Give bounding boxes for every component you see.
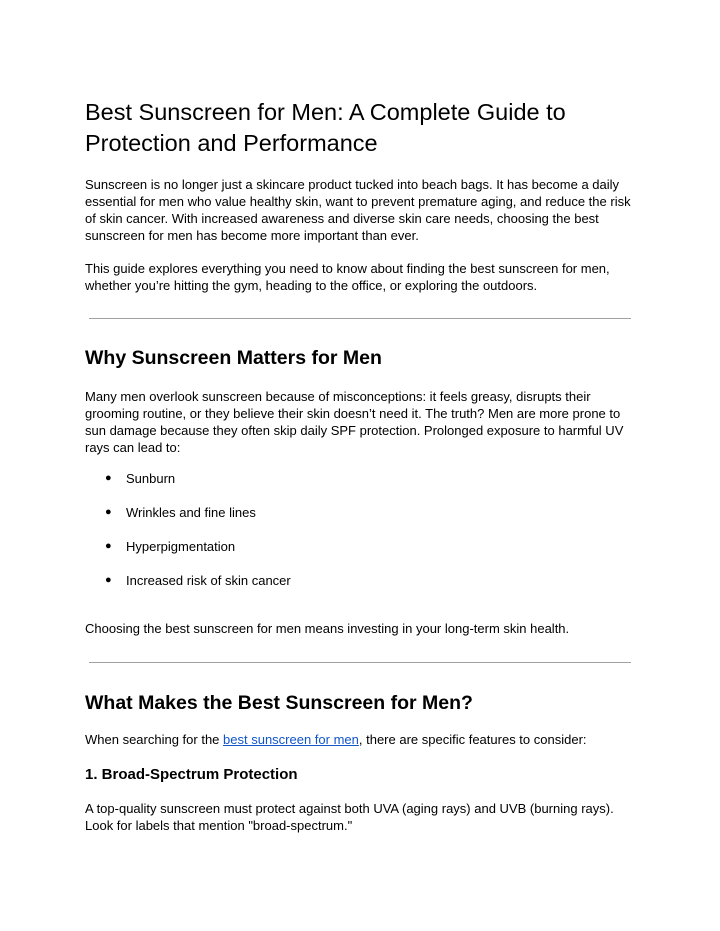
search-lead-text: When searching for the [85,732,224,747]
list-item [85,538,635,555]
why-paragraph: Many men overlook sunscreen because of misconceptions: it feels greasy, disrupts their grooming routine, or they believe their skin doesn’t need it. The truth? Men are more prone to sun damage because they often skip daily SPF protection. Prolonged exposure to harmful UV rays can lead to: [85,389,624,455]
intro-paragraph-2: This guide explores everything you need to know about finding the best sunscreen for men, whether you’re hitting the gym, heading to the office, or exploring the outdoors. [85,261,610,293]
bullet-icon: ● [105,472,112,484]
broad-spectrum-paragraph: A top-quality sunscreen must protect against both UVA (aging rays) and UVB (burning rays). Look for labels that mention "broad-spectrum." [85,801,614,833]
list-item-text: Hyperpigmentation [126,539,236,554]
document-body [85,97,635,834]
bullet-icon: ● [105,506,112,518]
section-divider [89,318,631,319]
list-item-text: Increased risk of skin cancer [126,573,291,588]
bullet-icon: ● [105,540,112,552]
intro-paragraph-1: Sunscreen is no longer just a skincare product tucked into beach bags. It has become a daily essential for men who value healthy skin, want to prevent premature aging, and reduce the risk of skin cancer. With increased awareness and diverse skin care needs, choosing the best sunscreen for men has become more important than ever. [85,177,631,243]
search-trail-text: , there are specific features to consider: [358,732,587,747]
list-item-text: Wrinkles and fine lines [126,505,256,520]
risk-list [85,470,635,589]
best-sunscreen-link[interactable]: best sunscreen for men [223,732,359,747]
search-paragraph [85,731,635,748]
title-line-2: Protection and Performance [85,130,378,156]
list-item-text: Sunburn [126,471,176,486]
closing-paragraph: Choosing the best sunscreen for men means investing in your long-term skin health. [85,621,570,636]
section-heading-why: Why Sunscreen Matters for Men [85,347,382,369]
title-line-1: Best Sunscreen for Men: A Complete Guide to [85,99,566,125]
list-item [85,504,635,521]
section-divider [89,662,631,663]
page-title [85,97,635,159]
subsection-heading-broad-spectrum: 1. Broad-Spectrum Protection [85,766,298,783]
section-heading-what: What Makes the Best Sunscreen for Men? [85,692,473,714]
list-item [85,470,635,487]
bullet-icon: ● [105,574,112,586]
list-item [85,572,635,589]
